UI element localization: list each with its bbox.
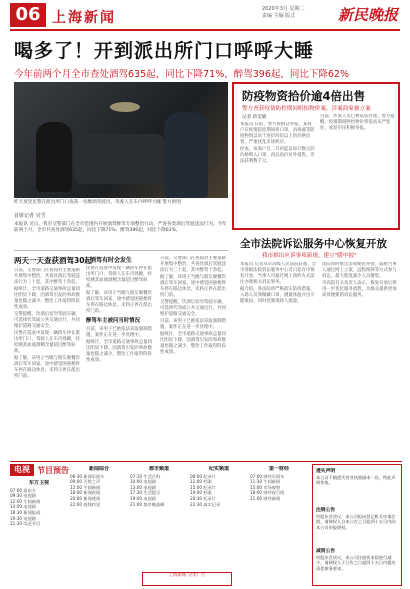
lead-text: 本报讯 近日，我市交警部门在全市范围内开展酒驾醉驾专项整治行动，严查各类酒后驾驶违法行为。今年前两个月，全市共查处酒驾635起，同比下降71%；醉驾396起，同比下降62%。	[14, 222, 227, 234]
boxed-credit: 记者 蒋奕敏	[242, 115, 267, 120]
mid-article-body-2: 日前，交警部门在夜间对主要道路开展集中整治，共查处酒后驾驶违法行为三十起，其中醉驾十余起。 据了解，该男子当晚与朋友聚餐饮酒后驾车回家，途中感觉困倦便将车停在路边休息，未料正停在派出所门前。 交警提醒，饮酒后切勿驾驶车辆，可选择代驾或公共交通出行，共同维护道路交通安全。 目前，该男子已被依法采取强制措施，案件正在进一步处理中。 据统计，全市道路交通事故总量同比明显下降，因酒驾引发的事故数量也随之减少，整治工作取得阶段性成效。	[160, 256, 226, 355]
right-article-body-right: 法院同时推出多项便民举措，鼓励当事人通过网上立案、远程视频等方式参与诉讼，最大程度减少人员聚集。 市高院有关负责人表示，恢复开放后将进一步优化服务流程，为群众提供更加高效便捷的诉讼服务。	[322, 262, 397, 298]
tv-column: 第一财经 07:00 财经早班车 11:30 午间新闻 15:00 市场观察 18:00 财经夜行线 21:00 财经新闻	[250, 466, 289, 501]
classified-ad: 注销公告 经股东会决议，本公司拟向登记机关申请注销，请债权人自本公告之日起四十五日内向本公司申报债权。	[316, 508, 396, 530]
mid-article-body: 民警在巡查中发现一辆轿车停在派出所门口，驾驶人在车内熟睡，经检测其血液酒精含量超过醉驾标准。 据了解，该男子当晚与朋友聚餐饮酒后驾车回家，途中感觉困倦便将车停在路边休息，未料正停在派出所门前。 醉驾车主被问当时情况 目前，该男子已被依法采取强制措施，案件正在进一步处理中。 据统计，全市道路交通事故总量同比明显下降，因酒驾引发的事故数量也随之减少，整治工作取得阶段性成效。	[86, 266, 156, 460]
classified-ad: 遗失声明 本公司不慎遗失营业执照副本一份，特此声明作废。	[316, 469, 396, 486]
section-title: 上海新闻	[52, 10, 116, 26]
date-info: 2020年3月 星期二 责编 主编 版式	[262, 6, 305, 19]
page-header	[0, 0, 410, 30]
right-article-body-left: 本报讯 记者从市高级人民法院获悉，全市各级法院诉讼服务中心近日起有序恢复开放，当事人可通过网上预约方式前往办理相关诉讼事务。 据介绍，各法院将严格落实防疫措施，入场人员须佩戴口罩、测量体温并出示健康码，同时控制现场人流量。	[240, 262, 317, 304]
lead-headline: 喝多了！开到派出所门口呼呼大睡	[14, 40, 315, 62]
bottom-note: 上海新闻 分类广告	[142, 572, 232, 586]
mid-subhead-2: 醉驾车主被问当时情况	[86, 318, 140, 324]
lead-photo	[14, 82, 228, 198]
boxed-article	[232, 82, 400, 230]
classified-ads	[312, 464, 402, 586]
tv-column: 都市频道 07:10 生活百科 10:00 电视剧 13:00 电视剧 17:30 生活提示 19:00 电视剧 21:00 都市晚高峰	[130, 466, 169, 507]
mid-subhead: 酒驾有时会发生	[90, 257, 133, 264]
newspaper-logo: 新民晚报	[337, 6, 398, 24]
lead-subheadline: 今年前两个月全市查处酒驾635起，同比下降71%，醉驾396起，同比下降62%	[14, 69, 349, 80]
right-article-title: 全市法院诉讼服务中心恢复开放	[240, 238, 387, 250]
tv-badge: 电视	[10, 464, 34, 476]
tv-column: 纪实频道 08:00 纪录片 11:00 档案 15:00 纪录片 19:00 档案 20:30 纪录片 22:30 真实记录	[190, 466, 229, 507]
page-number: 06	[10, 3, 46, 27]
photo-caption: 昨天夜里民警在派出所门口查获一名醉酒驾驶员，驾驶人在车内呼呼大睡 警方供图	[14, 200, 181, 205]
right-article-subtitle: 我市推出应诉事项新规，建立"暖申报"	[262, 253, 357, 259]
tv-column: 东方卫视 07:00 看东方 09:30 电视剧 12:00 午间新闻 14:00 电视剧 18:30 新闻报道 19:30 电视剧 21:30 综艺节目	[10, 480, 49, 527]
classified-ad: 减资公告 经股东会决议，本公司注册资本拟进行减少，请债权人于公告之日起四十五日内提出清偿债务要求。	[316, 549, 396, 571]
header-rule	[10, 29, 400, 31]
left-article-body: 日前，交警部门在夜间对主要道路开展集中整治，共查处酒后驾驶违法行为三十起，其中醉驾十余起。 据统计，全市道路交通事故总量同比明显下降，因酒驾引发的事故数量也随之减少，整治工作取得阶段性成效。 交警提醒，饮酒后切勿驾驶车辆，可选择代驾或公共交通出行，共同维护道路交通安全。 民警在巡查中发现一辆轿车停在派出所门口，驾驶人在车内熟睡，经检测其血液酒精含量超过醉驾标准。 据了解，该男子当晚与朋友聚餐饮酒后驾车回家，途中感觉困倦便将车停在路边休息，未料正停在派出所门前。	[14, 268, 80, 379]
boxed-body-left: 本报讯 日前，警方接群众举报，某商户在疫情防控期间将口罩、消毒液等防疫物资以高于进价四倍以上的价格出售，严重扰乱市场秩序。 经查，该商户自二月初起以每只数元的价格购入口罩，再以高价对外销售，非法获利数千元。	[240, 122, 315, 164]
tv-guide-title: 节目预告	[37, 466, 69, 475]
boxed-subtitle: 警方查获疫情防控期间哄抬物价案，涉案商家被立案	[242, 106, 371, 112]
left-subhead: 两天一天查获酒驾30起	[14, 256, 92, 265]
boxed-title: 防疫物资拾价逾4倍出售	[242, 89, 366, 103]
boxed-body-right: 目前，涉案人员已被依法处理。警方提醒，疫情期间哄抬物价将依法从严惩处，欢迎市民积极举报。	[320, 114, 395, 131]
tv-guide	[10, 464, 310, 584]
lead-credit: 首席记者 吴雪	[14, 213, 46, 219]
tv-column: 新闻综合 06:30 新闻早班车 09:00 百姓之声 12:00 午间新闻 18:00 新闻夜线 20:00 新闻透视 22:00 夜线约见	[70, 466, 109, 507]
